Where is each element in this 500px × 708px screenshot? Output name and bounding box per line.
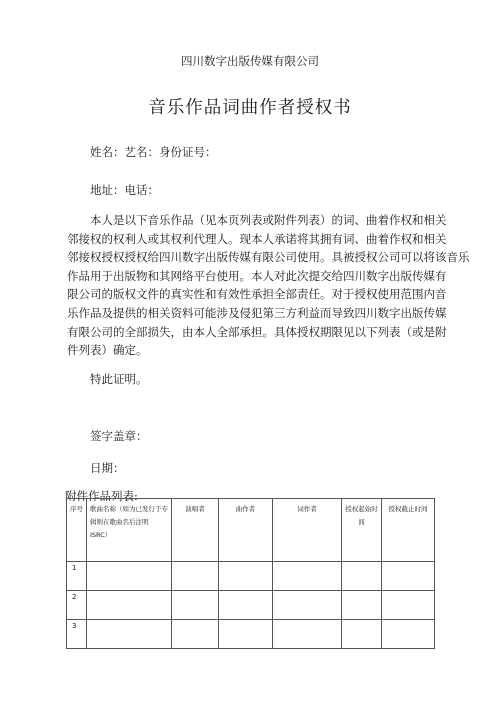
row-number: 3 (67, 620, 87, 649)
identity-field-line: 姓名：艺名：身份证号： (90, 145, 217, 159)
table-cell (87, 562, 172, 591)
table-cell (273, 620, 342, 649)
table-row (67, 562, 435, 591)
table-cell (172, 620, 219, 649)
table-cell (273, 591, 342, 620)
company-name: 四川数字出版传媒有限公司 (181, 54, 319, 68)
signature-label: 签字盖章： (90, 429, 148, 443)
paragraph-line: 本人是以下音乐作品（见本页列表或附件列表）的词、曲着作权和相关 (90, 213, 447, 227)
paragraph-line: 件列表）确定。 (67, 343, 148, 358)
table-cell (273, 562, 342, 591)
paragraph-line: 作品用于出版物和其网络平台使用。本人对此次提交给四川数字出版传媒有 (67, 268, 447, 283)
table-cell (87, 620, 172, 649)
certify-statement: 特此证明。 (90, 372, 148, 386)
authorization-paragraph (67, 211, 470, 360)
paragraph-line: 邻接权授权授权给四川数字出版传媒有限公司使用。具被授权公司可以将该音乐 (67, 250, 470, 265)
table-cell (342, 562, 382, 591)
table-cell (342, 591, 382, 620)
row-number: 1 (67, 562, 87, 591)
paragraph-line: 邻接权的权利人或其权利代理人。现本人承诺将其拥有词、曲着作权和相关 (67, 231, 447, 246)
table-cell (219, 591, 273, 620)
works-table (66, 498, 435, 649)
paragraph-line: 乐作品及提供的相关资料可能涉及侵犯第三方利益而导致四川数字出版传媒 (67, 305, 447, 320)
table-cell (172, 591, 219, 620)
row-number: 2 (67, 591, 87, 620)
paragraph-line: 有限公司的全部损失，由本人全部承担。具体授权期限见以下列表（或是附 (67, 324, 447, 339)
table-row (67, 591, 435, 620)
date-label: 日期： (90, 461, 125, 475)
header-cell-song-name: 歌曲名称（如为已发行于专辑则在歌曲名后注明 ISRC） (87, 499, 172, 562)
header-cell-index: 序号 (67, 499, 87, 562)
header-cell-start-time: 授权起始时间 (342, 499, 382, 562)
document-title: 音乐作品词曲作者授权书 (148, 98, 352, 118)
table-cell (382, 620, 435, 649)
header-cell-composer: 曲作者 (219, 499, 273, 562)
table-cell (382, 591, 435, 620)
paragraph-line: 限公司的版权文件的真实性和有效性承担全部责任。对于授权使用范围内音 (67, 287, 447, 302)
table-cell (219, 562, 273, 591)
table-cell (342, 620, 382, 649)
table-row (67, 620, 435, 649)
header-cell-lyricist: 词作者 (273, 499, 342, 562)
table-header-row (67, 499, 435, 562)
annex-title: 附件作品列表: (65, 489, 138, 503)
table-cell (382, 562, 435, 591)
table-cell (172, 562, 219, 591)
table-cell (87, 591, 172, 620)
header-cell-singer: 演唱者 (172, 499, 219, 562)
table-cell (219, 620, 273, 649)
header-cell-end-time: 授权截止时间 (382, 499, 435, 562)
contact-field-line: 地址：电话： (90, 183, 159, 197)
